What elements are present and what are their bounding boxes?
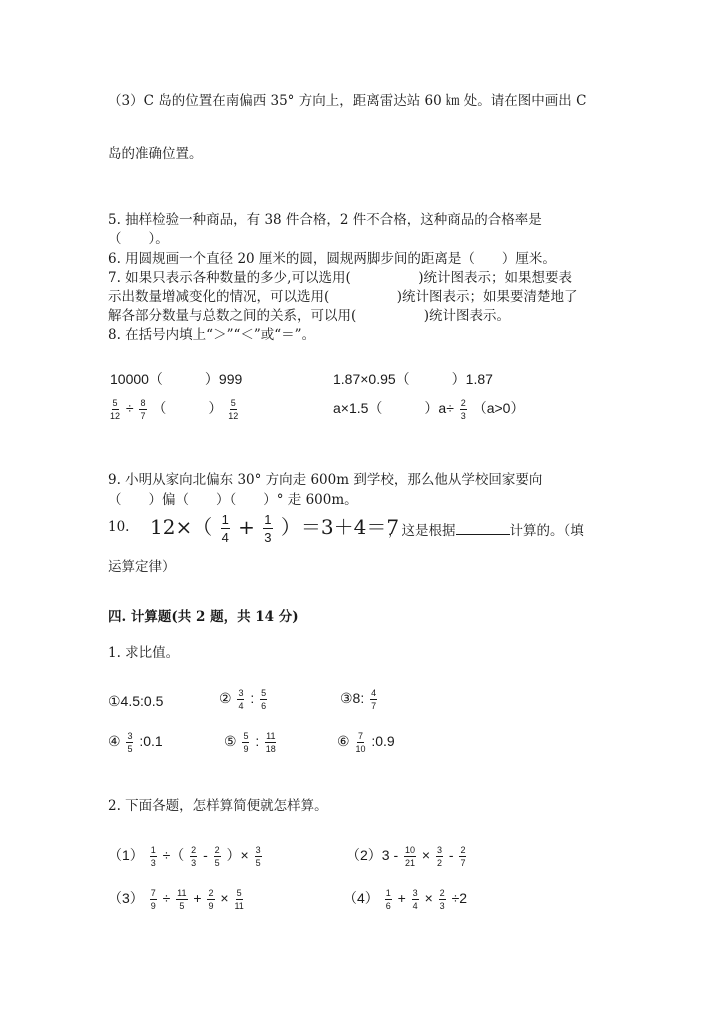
q8-frac-2: $\frac{8}{7}$: [140, 398, 146, 421]
c2-p1-op1: ÷（: [162, 847, 185, 864]
q5-line1: 5. 抽样检验一种商品，有 38 件合格，2 件不合格，这种商品的合格率是: [108, 212, 542, 228]
c1-r6: [337, 731, 395, 754]
q8-div: ÷: [125, 400, 134, 417]
q7-line1: 7. 如果只表示各种数量的多少,可以选用( )统计图表示；如果想要表: [108, 270, 572, 286]
c2-p3-frac-1: $\frac{7}{9}$: [150, 888, 156, 911]
c2-p1-frac-2: $\frac{2}{3}$: [191, 845, 197, 868]
c2-p4-label: （4）: [343, 890, 379, 907]
c2-p2-label: （2）3 -: [346, 847, 399, 864]
c1-r6-tail: :0.9: [371, 733, 395, 750]
c1-title: 1. 求比值。: [108, 645, 180, 661]
c1-r5-label: ⑤: [224, 733, 237, 750]
q8-frac-3: $\frac{5}{12}$: [228, 398, 239, 421]
q9-line2: （ ）偏（ ）（ ）° 走 600m。: [108, 492, 358, 508]
q5-line2: （ ）。: [108, 231, 169, 247]
c1-r2-frac-a: $\frac{3}{4}$: [238, 688, 244, 711]
c1-r5-frac-b: $\frac{11}{18}$: [265, 731, 276, 754]
c1-r2-colon: :: [250, 690, 255, 707]
c2-p2-frac-3: $\frac{2}{7}$: [460, 845, 466, 868]
c2-p3-label: （3）: [108, 890, 144, 907]
q10-expr-a: 12×（: [150, 515, 213, 539]
c2-p4: [343, 888, 467, 911]
q6-text: 6. 用圆规画一个直径 20 厘米的圆，圆规两脚步间的距离是（ ）厘米。: [108, 251, 556, 267]
q8-title: 8. 在括号内填上“＞”“＜”或“＝”。: [108, 327, 316, 343]
c2-p1-op3: ）×: [226, 847, 249, 864]
c2-p2-op1: ×: [421, 847, 431, 864]
section4-title: 四. 计算题(共 2 题，共 14 分): [108, 609, 299, 625]
c1-r6-frac: $\frac{7}{10}$: [355, 731, 366, 754]
c2-p4-frac-2: $\frac{3}{4}$: [412, 888, 418, 911]
q10-line2: 运算定律）: [108, 559, 176, 575]
q10-frac-a: $\frac{1}{4}$: [221, 512, 229, 545]
c1-r2: [219, 688, 269, 711]
c1-r3: [340, 688, 379, 711]
c1-r6-label: ⑥: [337, 733, 350, 750]
q7-line3: 解各部分数量与总数之间的关系，可以用( )统计图表示。: [108, 308, 511, 324]
c1-r5: [224, 731, 278, 754]
c2-p1-frac-1: $\frac{1}{3}$: [150, 845, 156, 868]
q3-line1: （3）C 岛的位置在南偏西 35° 方向上，距离雷达站 60 ㎞ 处。请在图中画出 C: [108, 93, 587, 109]
c2-p1-op2: -: [203, 847, 208, 864]
c2-p1-label: （1）: [108, 847, 144, 864]
c2-title: 2. 下面各题，怎样算简便就怎样算。: [108, 798, 328, 814]
c2-p2-frac-1: $\frac{10}{21}$: [405, 845, 416, 868]
q8-frac-4: $\frac{2}{3}$: [460, 398, 466, 421]
c1-r1: ①4.5:0.5: [108, 693, 164, 709]
c2-p2-op2: -: [448, 847, 454, 864]
q9-line1: 9. 小明从家向北偏东 30° 方向走 600m 到学校，那么他从学校回家要向: [108, 472, 543, 488]
q10-tail-a: ，这是根据: [388, 523, 456, 539]
c2-p3-frac-2: $\frac{11}{5}$: [177, 888, 187, 911]
c2-p3: [108, 888, 246, 911]
c1-r5-frac-a: $\frac{5}{9}$: [243, 731, 249, 754]
c2-p4-frac-3: $\frac{2}{3}$: [439, 888, 445, 911]
q10-num: 10.: [108, 519, 130, 535]
q10-expr-b: ）＝3＋4＝7: [280, 515, 400, 539]
c2-p3-op3: ×: [220, 890, 229, 907]
q8-row-c: [333, 398, 524, 421]
c2-p3-op2: +: [193, 890, 202, 907]
c1-r2-frac-b: $\frac{5}{6}$: [261, 688, 267, 711]
c2-p2-frac-2: $\frac{3}{2}$: [437, 845, 443, 868]
c1-r2-label: ②: [219, 690, 232, 707]
q10-tail-b: 计算的。（填: [509, 523, 584, 539]
q8-row-b: [108, 398, 240, 421]
c2-p1-frac-4: $\frac{3}{5}$: [255, 845, 261, 868]
c2-p3-op1: ÷: [162, 890, 171, 907]
q3-line2: 岛的准确位置。: [108, 146, 203, 162]
c2-p1: [108, 845, 264, 868]
c2-p4-frac-1: $\frac{1}{6}$: [385, 888, 391, 911]
c2-p4-op2: ×: [424, 890, 433, 907]
c2-p3-frac-3: $\frac{2}{9}$: [208, 888, 214, 911]
c2-p4-op3: ÷2: [451, 890, 468, 907]
q8-a2: 1.87×0.95（ ）1.87: [333, 371, 493, 387]
c1-r4: [108, 731, 163, 754]
q10-expression: [150, 511, 399, 545]
q8-frac-1: $\frac{5}{12}$: [110, 398, 121, 421]
q10-plus: +: [238, 515, 255, 539]
c1-r4-label: ④: [108, 733, 121, 750]
c1-r4-frac: $\frac{3}{5}$: [127, 731, 133, 754]
c2-p1-frac-3: $\frac{2}{5}$: [214, 845, 220, 868]
q8-c2: （a>0）: [472, 400, 525, 417]
c2-p4-op1: +: [397, 890, 406, 907]
q10-blank: [456, 522, 510, 535]
c1-r3-label: ③8:: [340, 690, 365, 707]
c1-r3-frac: $\frac{4}{7}$: [371, 688, 377, 711]
q7-line2: 示出数量增减变化的情况，可以选用( )统计图表示；如果要清楚地了: [108, 289, 578, 305]
c2-p3-frac-4: $\frac{5}{11}$: [234, 888, 244, 911]
q8-a1: 10000（ ）999: [110, 371, 243, 387]
c1-r5-colon: :: [255, 733, 260, 750]
q8-blank: （ ）: [152, 400, 223, 417]
q10-frac-b: $\frac{1}{3}$: [264, 512, 272, 545]
c1-r4-tail: :0.1: [139, 733, 163, 750]
q8-c1: a×1.5（ ）a÷: [333, 400, 454, 417]
c2-p2: [346, 845, 468, 868]
q10-tail: [388, 519, 584, 539]
